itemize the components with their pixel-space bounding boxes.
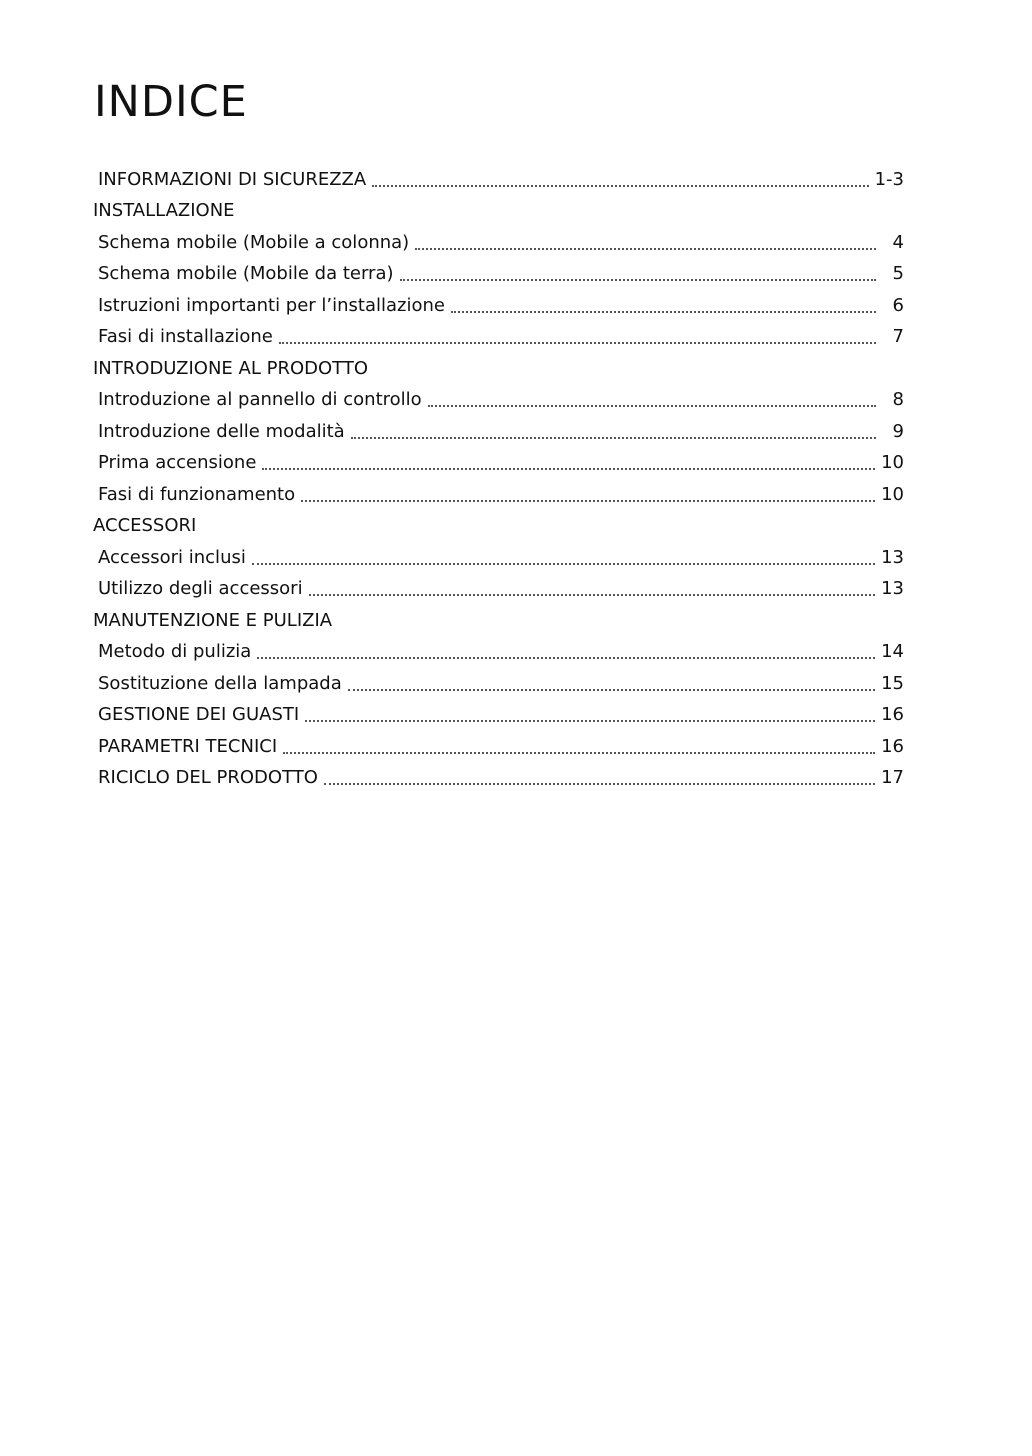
toc-section-label: INSTALLAZIONE xyxy=(93,200,235,222)
page-title: INDICE xyxy=(94,77,248,127)
toc-page-number: 13 xyxy=(881,546,904,568)
dot-leader xyxy=(348,689,875,691)
toc-entry-label: Accessori inclusi xyxy=(98,546,246,568)
toc-page-number: 16 xyxy=(881,735,904,757)
toc-section-heading[interactable] xyxy=(92,511,904,543)
toc-entry[interactable] xyxy=(92,479,904,511)
toc-entry[interactable] xyxy=(92,227,904,259)
toc-page-number: 13 xyxy=(881,578,904,600)
toc-page-number: 14 xyxy=(881,641,904,663)
toc-entry-label: GESTIONE DEI GUASTI xyxy=(98,704,300,726)
dot-leader xyxy=(428,405,876,407)
dot-leader xyxy=(372,185,868,187)
dot-leader xyxy=(305,720,875,722)
toc-entry[interactable] xyxy=(92,259,904,291)
toc-entry-label: Introduzione al pannello di controllo xyxy=(98,389,422,411)
toc-entry[interactable] xyxy=(92,448,904,480)
toc-section-heading[interactable] xyxy=(92,196,904,228)
toc-entry-label: Schema mobile (Mobile a colonna) xyxy=(98,231,410,253)
toc-section-label: ACCESSORI xyxy=(93,515,197,537)
dot-leader xyxy=(262,468,875,470)
toc-entry-label: Utilizzo degli accessori xyxy=(98,578,303,600)
toc-page-number: 6 xyxy=(892,294,904,316)
toc-entry[interactable] xyxy=(92,416,904,448)
toc-page-number: 9 xyxy=(892,420,904,442)
toc-page-number: 5 xyxy=(892,263,904,285)
dot-leader xyxy=(301,500,875,502)
toc-entry[interactable] xyxy=(92,731,904,763)
toc-entry-label: Sostituzione della lampada xyxy=(98,672,342,694)
dot-leader xyxy=(252,563,875,565)
toc-entry-label: Metodo di pulizia xyxy=(98,641,252,663)
dot-leader xyxy=(400,279,877,281)
toc-entry-label: Prima accensione xyxy=(98,452,257,474)
dot-leader xyxy=(279,342,876,344)
toc-page-number: 17 xyxy=(881,767,904,789)
toc-entry-label: Fasi di funzionamento xyxy=(98,483,296,505)
toc-entry[interactable] xyxy=(92,574,904,606)
toc-page-number: 15 xyxy=(881,672,904,694)
dot-leader xyxy=(324,783,875,785)
toc-page-number: 1-3 xyxy=(874,168,904,190)
toc-entry[interactable] xyxy=(92,700,904,732)
toc-page-number: 4 xyxy=(892,231,904,253)
toc-entry[interactable] xyxy=(92,542,904,574)
dot-leader xyxy=(257,657,875,659)
toc-entry[interactable] xyxy=(92,164,904,196)
dot-leader xyxy=(351,437,876,439)
toc-entry-label: Introduzione delle modalità xyxy=(98,420,345,442)
dot-leader xyxy=(415,248,876,250)
toc-entry[interactable] xyxy=(92,668,904,700)
toc-entry-label: INFORMAZIONI DI SICUREZZA xyxy=(98,168,367,190)
toc-page-number: 10 xyxy=(881,483,904,505)
dot-leader xyxy=(451,311,876,313)
toc-page-number: 16 xyxy=(881,704,904,726)
toc-entry[interactable] xyxy=(92,322,904,354)
toc-section-heading[interactable] xyxy=(92,353,904,385)
toc-entry[interactable] xyxy=(92,763,904,795)
toc-entry-label: RICICLO DEL PRODOTTO xyxy=(98,767,318,789)
toc-entry-label: Fasi di installazione xyxy=(98,326,273,348)
toc-section-heading[interactable] xyxy=(92,605,904,637)
toc-entry[interactable] xyxy=(92,290,904,322)
toc-page-number: 10 xyxy=(881,452,904,474)
toc-entry-label: PARAMETRI TECNICI xyxy=(98,735,278,757)
toc-page-number: 8 xyxy=(892,389,904,411)
table-of-contents xyxy=(92,164,904,794)
toc-section-label: MANUTENZIONE E PULIZIA xyxy=(93,609,333,631)
toc-section-label: INTRODUZIONE AL PRODOTTO xyxy=(93,357,368,379)
toc-entry-label: Istruzioni importanti per l’installazione xyxy=(98,294,445,316)
toc-entry[interactable] xyxy=(92,385,904,417)
toc-entry-label: Schema mobile (Mobile da terra) xyxy=(98,263,394,285)
dot-leader xyxy=(309,594,876,596)
dot-leader xyxy=(283,752,875,754)
toc-page-number: 7 xyxy=(892,326,904,348)
toc-entry[interactable] xyxy=(92,637,904,669)
